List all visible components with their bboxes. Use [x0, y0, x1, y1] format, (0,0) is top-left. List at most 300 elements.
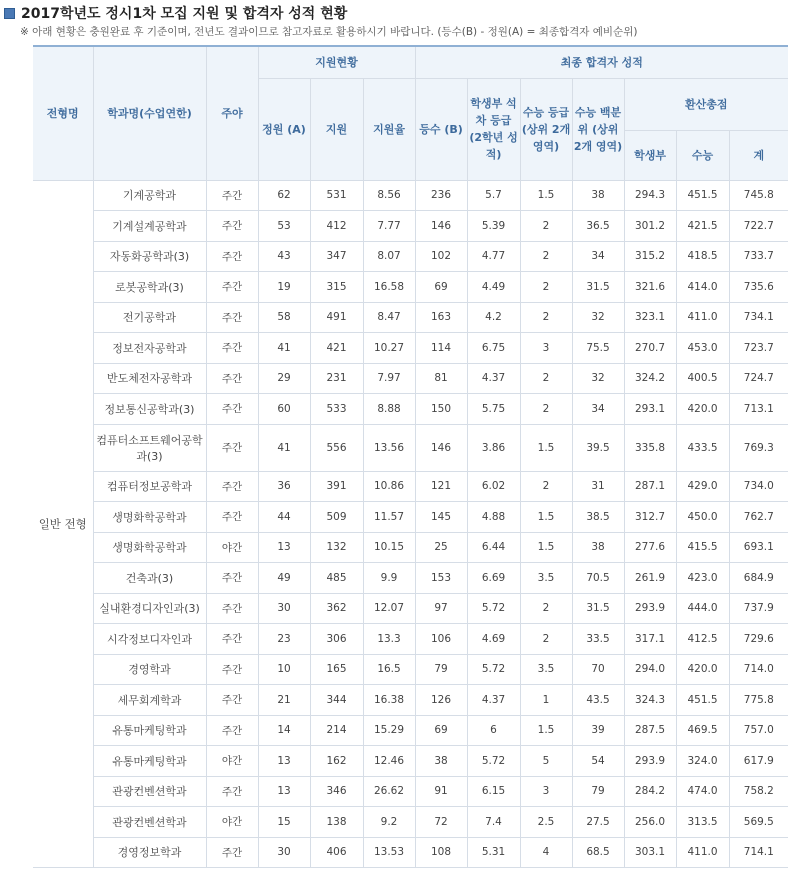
- time-cell: 주간: [206, 685, 258, 716]
- header-result-group: 최종 합격자 성적: [415, 46, 788, 78]
- converted-total-cell: 684.9: [729, 563, 788, 594]
- csat-grade-cell: 2: [520, 211, 572, 242]
- dept-cell: 기계설계공학과: [93, 211, 206, 242]
- table-row: [33, 715, 788, 746]
- quota-cell: 62: [258, 180, 310, 211]
- csat-percentile-cell: 32: [572, 363, 624, 394]
- school-grade-cell: 7.4: [467, 807, 520, 838]
- rate-cell: 10.27: [363, 333, 415, 364]
- converted-total-cell: 713.1: [729, 394, 788, 425]
- rank-cell: 69: [415, 715, 467, 746]
- csat-grade-cell: 1.5: [520, 180, 572, 211]
- converted-csat-cell: 412.5: [676, 624, 729, 655]
- converted-csat-cell: 451.5: [676, 685, 729, 716]
- csat-grade-cell: 1.5: [520, 424, 572, 471]
- time-cell: 주간: [206, 624, 258, 655]
- header-time: 주야: [206, 46, 258, 180]
- rate-cell: 16.58: [363, 272, 415, 303]
- table-row: [33, 272, 788, 303]
- quota-cell: 13: [258, 776, 310, 807]
- rate-cell: 8.56: [363, 180, 415, 211]
- converted-csat-cell: 400.5: [676, 363, 729, 394]
- converted-csat-cell: 313.5: [676, 807, 729, 838]
- converted-total-cell: 723.7: [729, 333, 788, 364]
- converted-csat-cell: 411.0: [676, 302, 729, 333]
- rate-cell: 13.3: [363, 624, 415, 655]
- dept-cell: 관광컨벤션학과: [93, 807, 206, 838]
- table-row: [33, 624, 788, 655]
- header-rate: 지원율: [363, 78, 415, 180]
- quota-cell: 53: [258, 211, 310, 242]
- converted-school-cell: 287.5: [624, 715, 676, 746]
- converted-csat-cell: 423.0: [676, 563, 729, 594]
- csat-grade-cell: 2: [520, 241, 572, 272]
- applicants-cell: 531: [310, 180, 363, 211]
- csat-percentile-cell: 34: [572, 394, 624, 425]
- header-converted-school: 학생부: [624, 130, 676, 180]
- converted-csat-cell: 433.5: [676, 424, 729, 471]
- rank-cell: 102: [415, 241, 467, 272]
- csat-percentile-cell: 27.5: [572, 807, 624, 838]
- school-grade-cell: 5.39: [467, 211, 520, 242]
- school-grade-cell: 5.31: [467, 837, 520, 868]
- csat-percentile-cell: 75.5: [572, 333, 624, 364]
- applicants-cell: 315: [310, 272, 363, 303]
- table-row: [33, 363, 788, 394]
- dept-cell: 건축과(3): [93, 563, 206, 594]
- csat-percentile-cell: 39.5: [572, 424, 624, 471]
- csat-grade-cell: 1.5: [520, 532, 572, 563]
- applicants-cell: 231: [310, 363, 363, 394]
- table-row: [33, 807, 788, 838]
- time-cell: 주간: [206, 471, 258, 502]
- csat-percentile-cell: 33.5: [572, 624, 624, 655]
- rate-cell: 13.56: [363, 424, 415, 471]
- table-row: [33, 471, 788, 502]
- time-cell: 주간: [206, 394, 258, 425]
- converted-csat-cell: 450.0: [676, 502, 729, 533]
- school-grade-cell: 6.69: [467, 563, 520, 594]
- csat-percentile-cell: 38: [572, 180, 624, 211]
- rank-cell: 25: [415, 532, 467, 563]
- csat-percentile-cell: 68.5: [572, 837, 624, 868]
- header-converted-total: 계: [729, 130, 788, 180]
- quota-cell: 15: [258, 807, 310, 838]
- dept-cell: 로봇공학과(3): [93, 272, 206, 303]
- applicants-cell: 421: [310, 333, 363, 364]
- applicants-cell: 533: [310, 394, 363, 425]
- table-row: [33, 180, 788, 211]
- converted-school-cell: 321.6: [624, 272, 676, 303]
- converted-school-cell: 294.3: [624, 180, 676, 211]
- table-row: [33, 394, 788, 425]
- converted-school-cell: 287.1: [624, 471, 676, 502]
- table-row: [33, 593, 788, 624]
- csat-grade-cell: 5: [520, 746, 572, 777]
- csat-grade-cell: 2: [520, 471, 572, 502]
- rank-cell: 81: [415, 363, 467, 394]
- page-title-text: 2017학년도 정시1차 모집 지원 및 합격자 성적 현황: [21, 6, 348, 22]
- converted-school-cell: 293.9: [624, 746, 676, 777]
- dept-cell: 전기공학과: [93, 302, 206, 333]
- csat-percentile-cell: 43.5: [572, 685, 624, 716]
- header-dept: 학과명(수업연한): [93, 46, 206, 180]
- quota-cell: 30: [258, 593, 310, 624]
- quota-cell: 58: [258, 302, 310, 333]
- csat-grade-cell: 2: [520, 272, 572, 303]
- page-note: ※ 아래 현황은 충원완료 후 기준이며, 전년도 결과이므로 참고자료로 활용하시기 바랍니다. (등수(B) - 정원(A) = 최종합격자 예비순위): [20, 26, 638, 38]
- converted-csat-cell: 411.0: [676, 837, 729, 868]
- table-body: [33, 180, 788, 868]
- school-grade-cell: 5.72: [467, 746, 520, 777]
- converted-csat-cell: 415.5: [676, 532, 729, 563]
- school-grade-cell: 3.86: [467, 424, 520, 471]
- dept-cell: 유통마케팅학과: [93, 746, 206, 777]
- table-row: [33, 776, 788, 807]
- converted-csat-cell: 453.0: [676, 333, 729, 364]
- dept-cell: 시각정보디자인과: [93, 624, 206, 655]
- page-title: [4, 3, 347, 23]
- applicants-cell: 214: [310, 715, 363, 746]
- converted-total-cell: 569.5: [729, 807, 788, 838]
- quota-cell: 10: [258, 654, 310, 685]
- dept-cell: 경영학과: [93, 654, 206, 685]
- applicants-cell: 138: [310, 807, 363, 838]
- applicants-cell: 406: [310, 837, 363, 868]
- applicants-cell: 346: [310, 776, 363, 807]
- csat-grade-cell: 2: [520, 394, 572, 425]
- school-grade-cell: 6.44: [467, 532, 520, 563]
- rank-cell: 72: [415, 807, 467, 838]
- csat-grade-cell: 1.5: [520, 715, 572, 746]
- converted-total-cell: 724.7: [729, 363, 788, 394]
- rank-cell: 114: [415, 333, 467, 364]
- time-cell: 주간: [206, 180, 258, 211]
- rate-cell: 10.15: [363, 532, 415, 563]
- school-grade-cell: 4.2: [467, 302, 520, 333]
- table-row: [33, 211, 788, 242]
- dept-cell: 정보통신공학과(3): [93, 394, 206, 425]
- converted-total-cell: 775.8: [729, 685, 788, 716]
- time-cell: 주간: [206, 241, 258, 272]
- quota-cell: 14: [258, 715, 310, 746]
- time-cell: 주간: [206, 211, 258, 242]
- time-cell: 주간: [206, 363, 258, 394]
- time-cell: 야간: [206, 532, 258, 563]
- converted-total-cell: 762.7: [729, 502, 788, 533]
- table-row: [33, 837, 788, 868]
- dept-cell: 실내환경디자인과(3): [93, 593, 206, 624]
- quota-cell: 21: [258, 685, 310, 716]
- rank-cell: 38: [415, 746, 467, 777]
- converted-school-cell: 293.9: [624, 593, 676, 624]
- rate-cell: 9.9: [363, 563, 415, 594]
- school-grade-cell: 5.75: [467, 394, 520, 425]
- applicants-cell: 509: [310, 502, 363, 533]
- quota-cell: 19: [258, 272, 310, 303]
- applicants-cell: 556: [310, 424, 363, 471]
- time-cell: 주간: [206, 593, 258, 624]
- applicants-cell: 412: [310, 211, 363, 242]
- time-cell: 야간: [206, 807, 258, 838]
- time-cell: 주간: [206, 563, 258, 594]
- rate-cell: 12.07: [363, 593, 415, 624]
- dept-cell: 유통마케팅학과: [93, 715, 206, 746]
- csat-grade-cell: 4: [520, 837, 572, 868]
- csat-percentile-cell: 38.5: [572, 502, 624, 533]
- table-row: [33, 532, 788, 563]
- table-row: [33, 685, 788, 716]
- time-cell: 주간: [206, 302, 258, 333]
- csat-grade-cell: 3: [520, 333, 572, 364]
- applicants-cell: 132: [310, 532, 363, 563]
- applicants-cell: 344: [310, 685, 363, 716]
- time-cell: 주간: [206, 715, 258, 746]
- rate-cell: 16.38: [363, 685, 415, 716]
- csat-percentile-cell: 31.5: [572, 272, 624, 303]
- rank-cell: 146: [415, 424, 467, 471]
- csat-percentile-cell: 39: [572, 715, 624, 746]
- rank-cell: 126: [415, 685, 467, 716]
- converted-total-cell: 722.7: [729, 211, 788, 242]
- rank-cell: 79: [415, 654, 467, 685]
- csat-percentile-cell: 31: [572, 471, 624, 502]
- rank-cell: 97: [415, 593, 467, 624]
- converted-csat-cell: 414.0: [676, 272, 729, 303]
- quota-cell: 43: [258, 241, 310, 272]
- converted-school-cell: 301.2: [624, 211, 676, 242]
- converted-total-cell: 714.1: [729, 837, 788, 868]
- rate-cell: 13.53: [363, 837, 415, 868]
- csat-grade-cell: 2: [520, 624, 572, 655]
- applicants-cell: 362: [310, 593, 363, 624]
- rank-cell: 145: [415, 502, 467, 533]
- table-row: [33, 563, 788, 594]
- csat-grade-cell: 2: [520, 363, 572, 394]
- csat-grade-cell: 2: [520, 302, 572, 333]
- converted-total-cell: 733.7: [729, 241, 788, 272]
- quota-cell: 60: [258, 394, 310, 425]
- rate-cell: 16.5: [363, 654, 415, 685]
- school-grade-cell: 4.69: [467, 624, 520, 655]
- table-row: [33, 241, 788, 272]
- table-row: [33, 424, 788, 471]
- time-cell: 주간: [206, 502, 258, 533]
- table-row: [33, 746, 788, 777]
- header-csat-grade: 수능 등급 (상위 2개 영역): [520, 78, 572, 180]
- csat-grade-cell: 3.5: [520, 654, 572, 685]
- csat-percentile-cell: 34: [572, 241, 624, 272]
- quota-cell: 30: [258, 837, 310, 868]
- converted-total-cell: 745.8: [729, 180, 788, 211]
- dept-cell: 세무회계학과: [93, 685, 206, 716]
- time-cell: 주간: [206, 272, 258, 303]
- converted-csat-cell: 469.5: [676, 715, 729, 746]
- rank-cell: 236: [415, 180, 467, 211]
- converted-total-cell: 734.1: [729, 302, 788, 333]
- header-converted-group: 환산총점: [624, 78, 788, 130]
- converted-csat-cell: 418.5: [676, 241, 729, 272]
- quota-cell: 23: [258, 624, 310, 655]
- quota-cell: 36: [258, 471, 310, 502]
- rank-cell: 150: [415, 394, 467, 425]
- school-grade-cell: 6.75: [467, 333, 520, 364]
- applicants-cell: 491: [310, 302, 363, 333]
- csat-grade-cell: 3: [520, 776, 572, 807]
- csat-percentile-cell: 70: [572, 654, 624, 685]
- csat-percentile-cell: 32: [572, 302, 624, 333]
- school-grade-cell: 5.7: [467, 180, 520, 211]
- applicants-cell: 391: [310, 471, 363, 502]
- header-apply-group: 지원현황: [258, 46, 415, 78]
- dept-cell: 반도체전자공학과: [93, 363, 206, 394]
- dept-cell: 컴퓨터소프트웨어공학과(3): [93, 424, 206, 471]
- school-grade-cell: 5.72: [467, 593, 520, 624]
- rate-cell: 8.47: [363, 302, 415, 333]
- time-cell: 주간: [206, 424, 258, 471]
- header-rank: 등수 (B): [415, 78, 467, 180]
- dept-cell: 자동화공학과(3): [93, 241, 206, 272]
- applicants-cell: 485: [310, 563, 363, 594]
- converted-school-cell: 270.7: [624, 333, 676, 364]
- converted-csat-cell: 421.5: [676, 211, 729, 242]
- school-grade-cell: 5.72: [467, 654, 520, 685]
- converted-school-cell: 284.2: [624, 776, 676, 807]
- time-cell: 주간: [206, 837, 258, 868]
- rank-cell: 91: [415, 776, 467, 807]
- dept-cell: 정보전자공학과: [93, 333, 206, 364]
- converted-csat-cell: 420.0: [676, 394, 729, 425]
- rank-cell: 146: [415, 211, 467, 242]
- csat-percentile-cell: 38: [572, 532, 624, 563]
- csat-grade-cell: 2: [520, 593, 572, 624]
- admission-type-cell: 일반 전형: [33, 180, 93, 868]
- school-grade-cell: 6.02: [467, 471, 520, 502]
- converted-school-cell: 324.2: [624, 363, 676, 394]
- header-quota: 정원 (A): [258, 78, 310, 180]
- converted-school-cell: 277.6: [624, 532, 676, 563]
- converted-total-cell: 769.3: [729, 424, 788, 471]
- table-row: [33, 654, 788, 685]
- converted-school-cell: 317.1: [624, 624, 676, 655]
- quota-cell: 13: [258, 746, 310, 777]
- time-cell: 주간: [206, 333, 258, 364]
- converted-school-cell: 261.9: [624, 563, 676, 594]
- square-bullet-icon: [4, 8, 15, 19]
- quota-cell: 29: [258, 363, 310, 394]
- csat-grade-cell: 1.5: [520, 502, 572, 533]
- rate-cell: 26.62: [363, 776, 415, 807]
- table-row: [33, 333, 788, 364]
- converted-school-cell: 335.8: [624, 424, 676, 471]
- quota-cell: 49: [258, 563, 310, 594]
- school-grade-cell: 4.37: [467, 685, 520, 716]
- converted-total-cell: 729.6: [729, 624, 788, 655]
- converted-school-cell: 294.0: [624, 654, 676, 685]
- dept-cell: 컴퓨터정보공학과: [93, 471, 206, 502]
- dept-cell: 경영정보학과: [93, 837, 206, 868]
- rank-cell: 153: [415, 563, 467, 594]
- rank-cell: 69: [415, 272, 467, 303]
- dept-cell: 생명화학공학과: [93, 532, 206, 563]
- quota-cell: 13: [258, 532, 310, 563]
- csat-percentile-cell: 79: [572, 776, 624, 807]
- converted-school-cell: 256.0: [624, 807, 676, 838]
- converted-total-cell: 757.0: [729, 715, 788, 746]
- converted-school-cell: 324.3: [624, 685, 676, 716]
- rate-cell: 11.57: [363, 502, 415, 533]
- converted-csat-cell: 474.0: [676, 776, 729, 807]
- converted-total-cell: 735.6: [729, 272, 788, 303]
- time-cell: 주간: [206, 776, 258, 807]
- converted-total-cell: 714.0: [729, 654, 788, 685]
- rank-cell: 163: [415, 302, 467, 333]
- applicants-cell: 162: [310, 746, 363, 777]
- converted-total-cell: 693.1: [729, 532, 788, 563]
- csat-grade-cell: 1: [520, 685, 572, 716]
- header-csat-percentile: 수능 백분위 (상위 2개 영역): [572, 78, 624, 180]
- rate-cell: 8.88: [363, 394, 415, 425]
- school-grade-cell: 4.88: [467, 502, 520, 533]
- quota-cell: 41: [258, 424, 310, 471]
- header-applicants: 지원: [310, 78, 363, 180]
- admission-results-table: [33, 45, 788, 868]
- dept-cell: 생명화학공학과: [93, 502, 206, 533]
- school-grade-cell: 6: [467, 715, 520, 746]
- converted-school-cell: 312.7: [624, 502, 676, 533]
- converted-school-cell: 293.1: [624, 394, 676, 425]
- header-converted-csat: 수능: [676, 130, 729, 180]
- csat-percentile-cell: 54: [572, 746, 624, 777]
- converted-school-cell: 315.2: [624, 241, 676, 272]
- applicants-cell: 165: [310, 654, 363, 685]
- csat-grade-cell: 2.5: [520, 807, 572, 838]
- rate-cell: 9.2: [363, 807, 415, 838]
- rate-cell: 7.97: [363, 363, 415, 394]
- converted-csat-cell: 429.0: [676, 471, 729, 502]
- converted-total-cell: 758.2: [729, 776, 788, 807]
- rank-cell: 108: [415, 837, 467, 868]
- csat-percentile-cell: 70.5: [572, 563, 624, 594]
- quota-cell: 41: [258, 333, 310, 364]
- csat-percentile-cell: 36.5: [572, 211, 624, 242]
- rate-cell: 7.77: [363, 211, 415, 242]
- applicants-cell: 306: [310, 624, 363, 655]
- rate-cell: 15.29: [363, 715, 415, 746]
- school-grade-cell: 4.37: [467, 363, 520, 394]
- converted-csat-cell: 324.0: [676, 746, 729, 777]
- school-grade-cell: 6.15: [467, 776, 520, 807]
- converted-school-cell: 323.1: [624, 302, 676, 333]
- header-type: 전형명: [33, 46, 93, 180]
- csat-grade-cell: 3.5: [520, 563, 572, 594]
- converted-total-cell: 737.9: [729, 593, 788, 624]
- rate-cell: 8.07: [363, 241, 415, 272]
- school-grade-cell: 4.77: [467, 241, 520, 272]
- converted-total-cell: 617.9: [729, 746, 788, 777]
- table-row: [33, 302, 788, 333]
- time-cell: 주간: [206, 654, 258, 685]
- converted-school-cell: 303.1: [624, 837, 676, 868]
- converted-csat-cell: 444.0: [676, 593, 729, 624]
- header-school-grade: 학생부 석차 등급 (2학년 성적): [467, 78, 520, 180]
- rank-cell: 106: [415, 624, 467, 655]
- applicants-cell: 347: [310, 241, 363, 272]
- rank-cell: 121: [415, 471, 467, 502]
- school-grade-cell: 4.49: [467, 272, 520, 303]
- dept-cell: 관광컨벤션학과: [93, 776, 206, 807]
- quota-cell: 44: [258, 502, 310, 533]
